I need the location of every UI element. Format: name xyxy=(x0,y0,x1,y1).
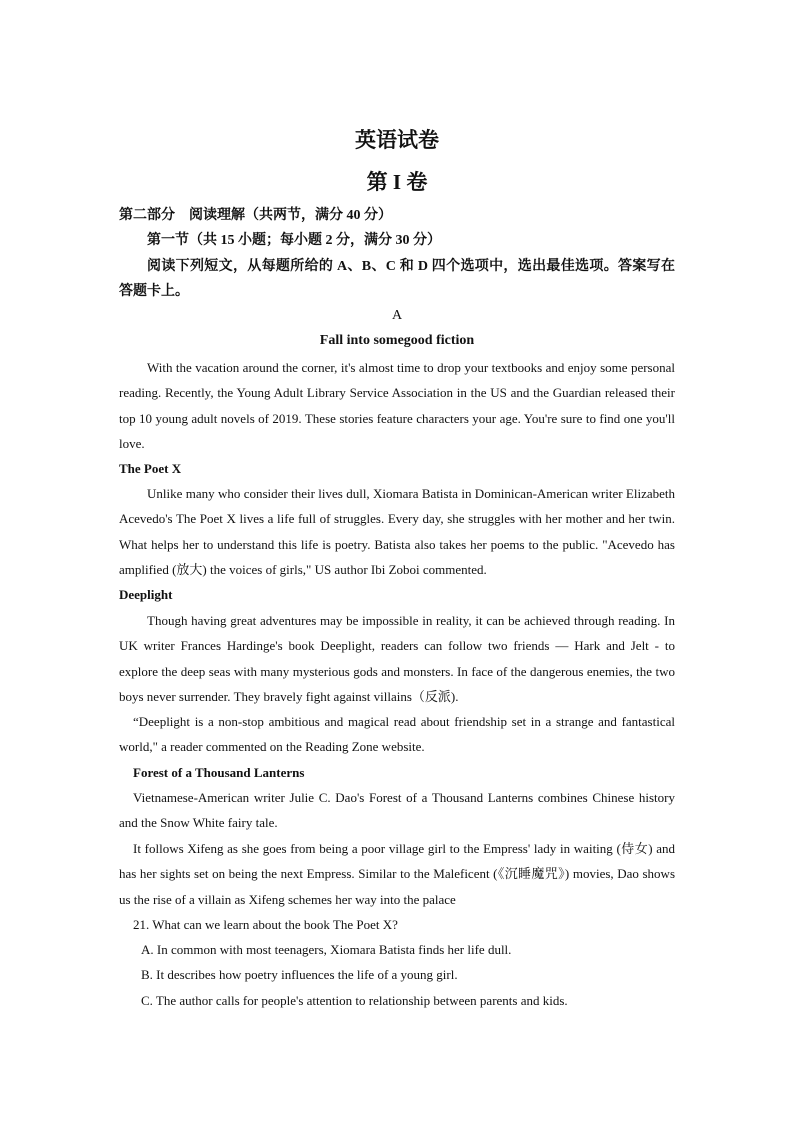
book-title-poet-x: The Poet X xyxy=(119,461,182,476)
option-a: A. In common with most teenagers, Xiomara Batista finds her life dull. xyxy=(141,942,512,957)
passage-intro: With the vacation around the corner, it's almost time to drop your textbooks and enjoy some personal reading. Recently, the Young Adult Library Service Association in the US and the Guardian released their top 10 young adult novels of 2019. These stories feature characters your age. You're sure to find one you'll love. xyxy=(119,360,675,451)
option-c: C. The author calls for people's attention to relationship between parents and kids. xyxy=(141,993,568,1008)
book-text-forest-1: Vietnamese-American writer Julie C. Dao's Forest of a Thousand Lanterns combines Chinese history and the Snow White fairy tale. xyxy=(119,790,675,831)
book-text-forest-2: It follows Xifeng as she goes from being a poor village girl to the Empress' lady in waiting (侍女) and has her sights set on being the next Empress. Similar to the Maleficent (《沉睡魔咒》) movies, Dao shows us the rise of a villain as Xifeng schemes her way into the palace xyxy=(119,841,675,907)
book-text-poet-x: Unlike many who consider their lives dull, Xiomara Batista in Dominican-American writer Elizabeth Acevedo's The Poet X lives a life full of struggles. Every day, she struggles with her mother and her twin. What helps her to understand this life is poetry. Batista also takes her poems to the public. "Acevedo has amplified (放大) the voices of girls," US author Ibi Zoboi commented. xyxy=(119,486,675,577)
question-stem: 21. What can we learn about the book The Poet X? xyxy=(133,917,398,932)
exam-title: 英语试卷 xyxy=(355,128,439,152)
volume-title: 第 I 卷 xyxy=(366,170,428,194)
instructions: 阅读下列短文，从每题所给的 A、B、C 和 D 四个选项中，选出最佳选项。答案写在答题卡上。 xyxy=(119,259,675,299)
book-text-deeplight: Though having great adventures may be impossible in reality, it can be achieved through reading. In UK writer Frances Hardinge's book Deeplight, readers can follow two friends — Hark and Jelt - to explore the deep seas with many mysterious gods and monsters. In face of the dangerous enemies, the two boys never surrender. They bravely fight against villains（反派). xyxy=(119,613,675,704)
passage-title: Fall into somegood fiction xyxy=(319,333,475,348)
option-b: B. It describes how poetry influences the life of a young girl. xyxy=(141,967,458,982)
book-title-forest: Forest of a Thousand Lanterns xyxy=(133,765,305,780)
book-title-deeplight: Deeplight xyxy=(119,587,173,602)
subsection-heading: 第一节（共 15 小题；每小题 2 分，满分 30 分） xyxy=(147,233,441,248)
passage-label: A xyxy=(391,308,403,323)
book-quote-deeplight: “Deeplight is a non-stop ambitious and magical read about friendship set in a strange and fantastical world," a reader commented on the Reading Zone website. xyxy=(119,714,675,755)
part-heading: 第二部分 阅读理解（共两节，满分 40 分） xyxy=(119,208,392,223)
